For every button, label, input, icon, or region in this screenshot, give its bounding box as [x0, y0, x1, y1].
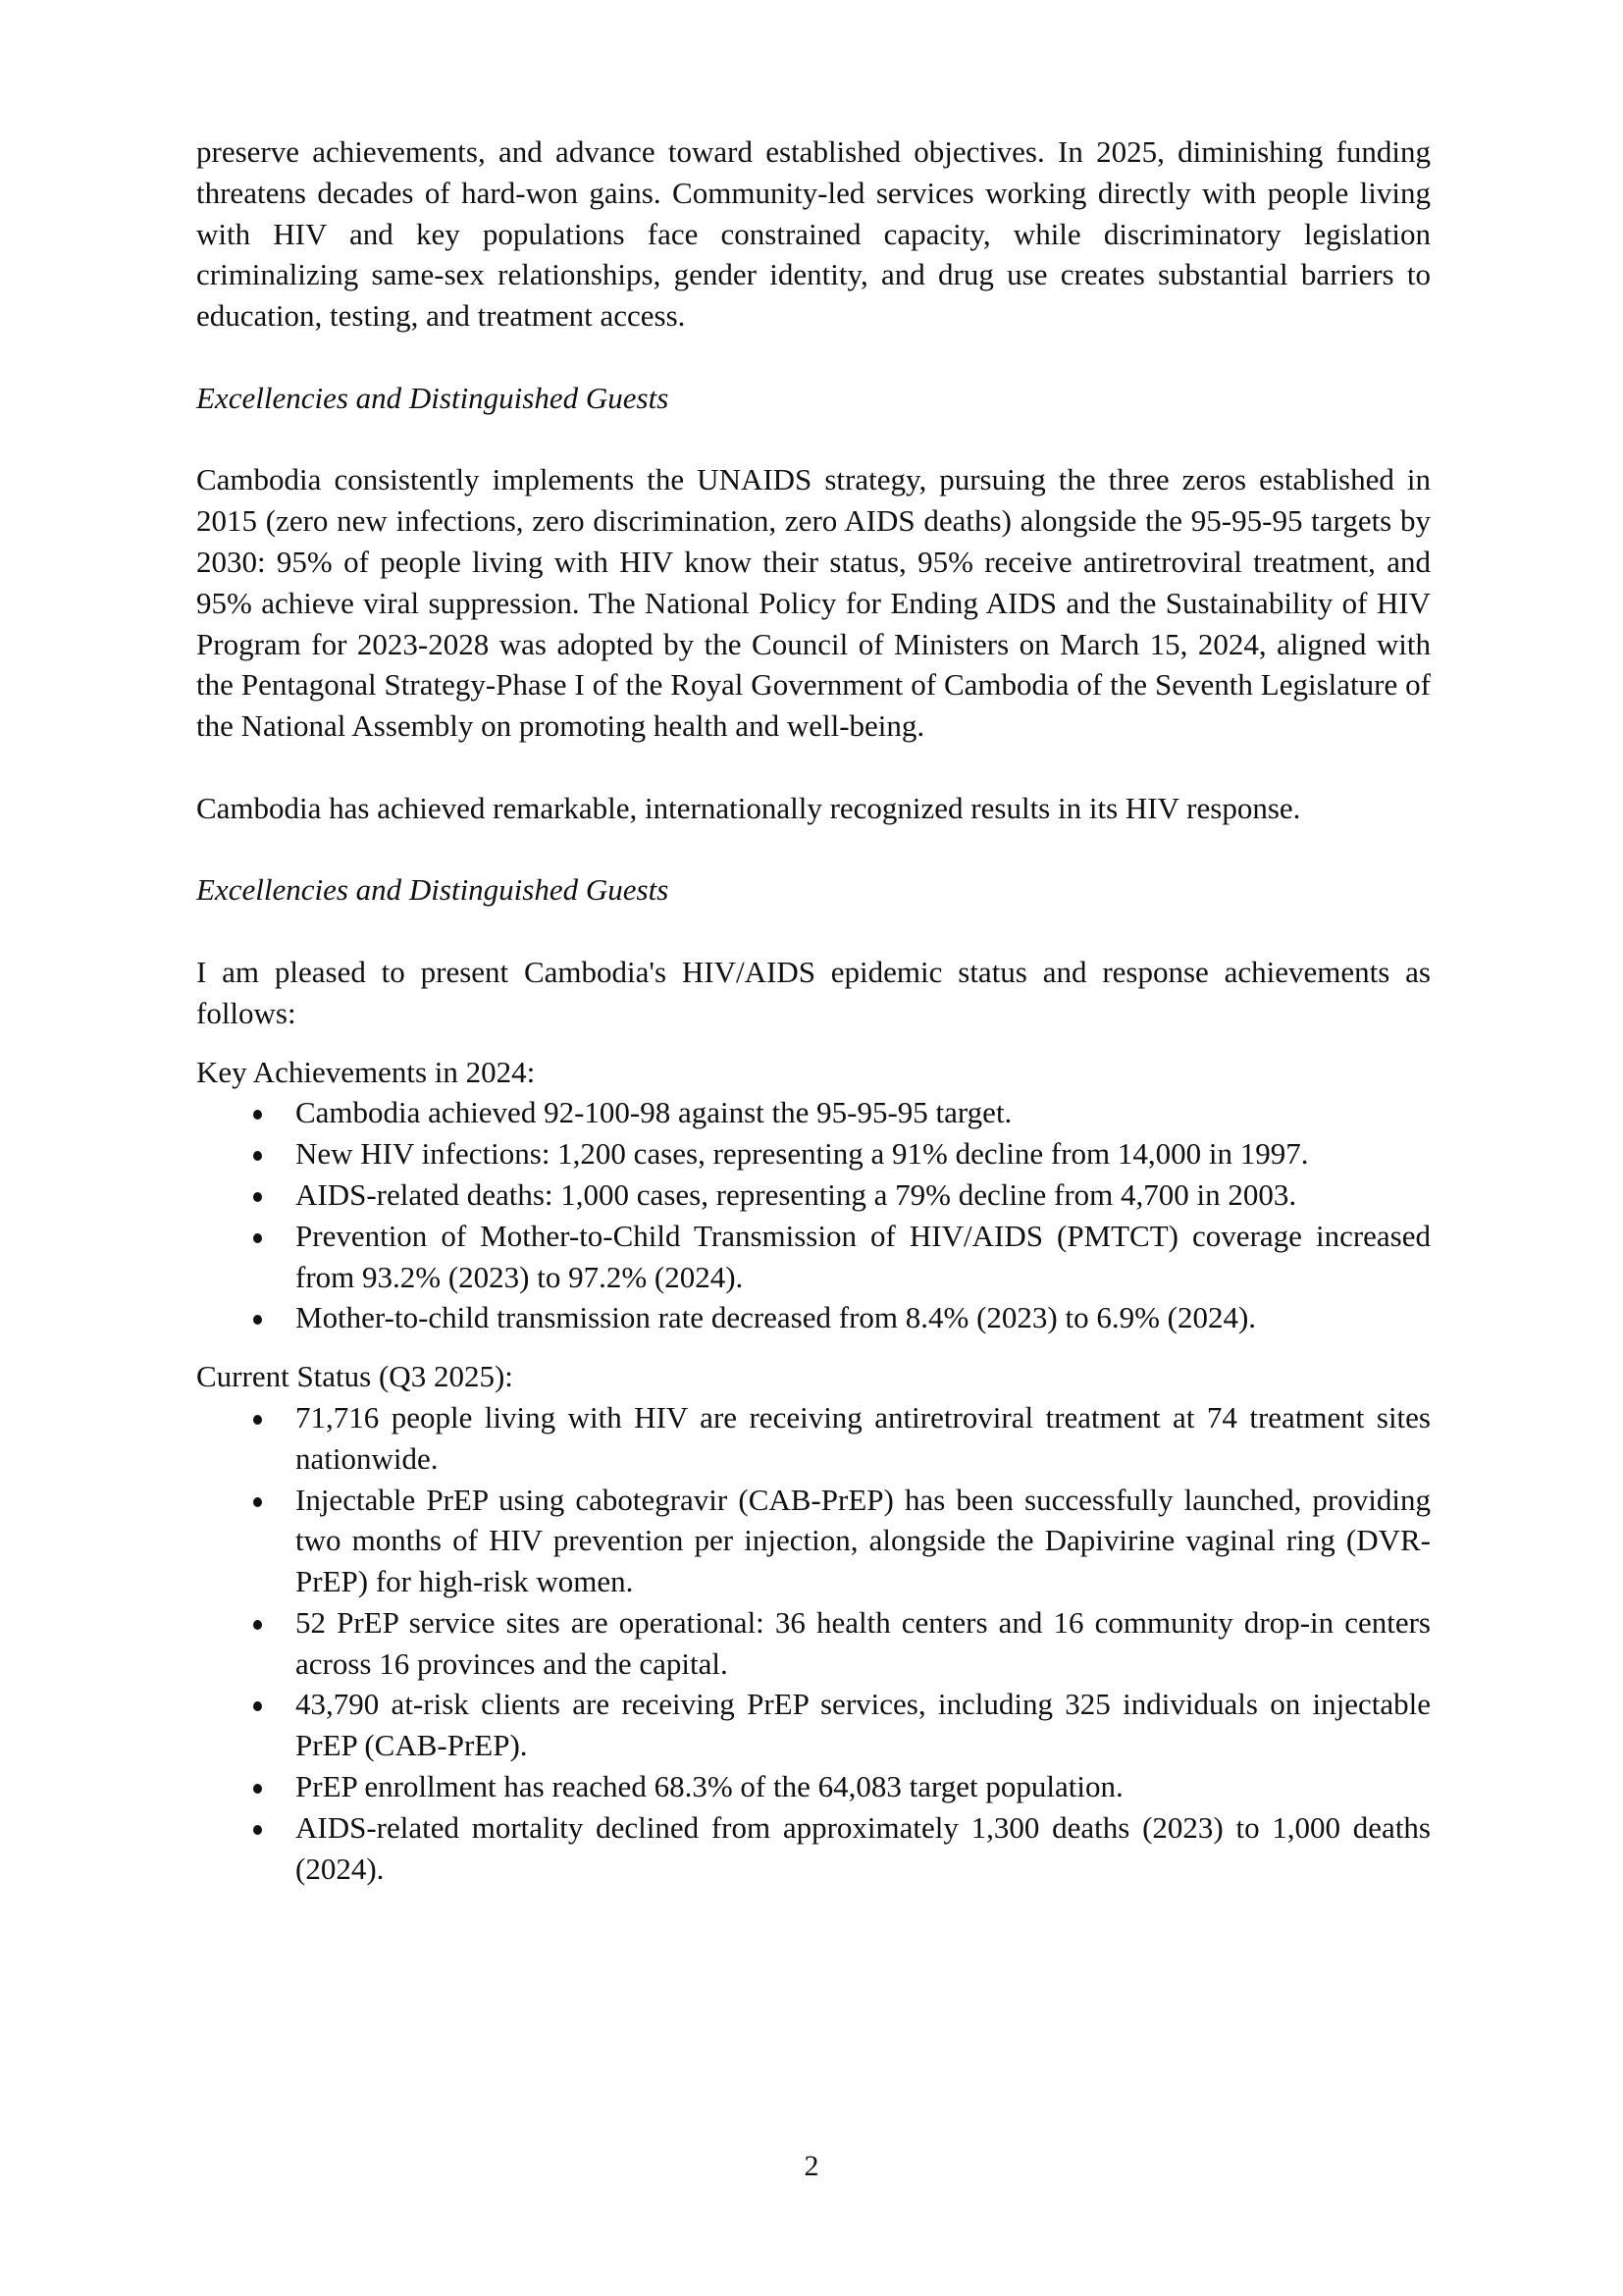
list-item: AIDS-related deaths: 1,000 cases, representing a 79% decline from 4,700 in 2003.: [295, 1176, 1297, 1212]
paragraph-results: Cambodia has achieved remarkable, internationally recognized results in its HIV response.: [196, 790, 1301, 825]
key-achievements-heading: Key Achievements in 2024:: [196, 1054, 536, 1089]
paragraph-funding-threats: preserve achievements, and advance toward established objectives. In 2025, diminishing funding threatens decades of hard-won gains. Community-led services working directly with people living with HIV and key populations face constrained capacity, while discriminatory legislation criminalizing same-sex relationships, gender identity, and drug use creates substantial barriers to education, testing, and treatment access.: [196, 134, 1431, 334]
current-status-heading: Current Status (Q3 2025):: [196, 1359, 513, 1394]
list-item: 43,790 at-risk clients are receiving PrEP services, including 325 individuals on injectable PrEP (CAB-PrEP).: [295, 1687, 1431, 1763]
list-item: New HIV infections: 1,200 cases, representing a 91% decline from 14,000 in 1997.: [295, 1136, 1309, 1172]
list-item: PrEP enrollment has reached 68.3% of the 64,083 target population.: [295, 1769, 1124, 1804]
list-item: AIDS-related mortality declined from approximately 1,300 deaths (2023) to 1,000 deaths (2024).: [295, 1809, 1431, 1886]
list-item: Cambodia achieved 92-100-98 against the 95-95-95 target.: [295, 1095, 1013, 1130]
document-page: [196, 131, 1431, 1889]
list-item: 71,716 people living with HIV are receiving antiretroviral treatment at 74 treatment sites nationwide.: [295, 1399, 1431, 1476]
paragraph-intro-achievements: I am pleased to present Cambodia's HIV/AIDS epidemic status and response achievements as follows:: [196, 954, 1431, 1030]
list-item: 52 PrEP service sites are operational: 36 health centers and 16 community drop-in centers across 16 provinces and the capital.: [295, 1604, 1431, 1681]
salutation: Excellencies and Distinguished Guests: [196, 872, 669, 908]
paragraph-unaids-strategy: Cambodia consistently implements the UNAIDS strategy, pursuing the three zeros established in 2015 (zero new infections, zero discrimination, zero AIDS deaths) alongside the 95-95-95 targets by 2030: 95% of people living with HIV know their status, 95% receive antiretroviral treatment, and 95% achieve viral suppression. The National Policy for Ending AIDS and the Sustainability of HIV Program for 2023-2028 was adopted by the Council of Ministers on March 15, 2024, aligned with the Pentagonal Strategy-Phase I of the Royal Government of Cambodia of the Seventh Legislature of the National Assembly on promoting health and well-being.: [196, 462, 1431, 744]
list-item: Mother-to-child transmission rate decreased from 8.4% (2023) to 6.9% (2024).: [295, 1300, 1257, 1335]
list-item: Injectable PrEP using cabotegravir (CAB-PrEP) has been successfully launched, providing two months of HIV prevention per injection, alongside the Dapivirine vaginal ring (DVR-PrEP) for high-risk women.: [295, 1482, 1431, 1599]
salutation: Excellencies and Distinguished Guests: [196, 380, 669, 415]
current-status-list: [196, 1397, 1431, 1890]
page-number: 2: [804, 2150, 819, 2182]
key-achievements-list: [196, 1092, 1431, 1338]
list-item: Prevention of Mother-to-Child Transmission of HIV/AIDS (PMTCT) coverage increased from 93.2% (2023) to 97.2% (2024).: [295, 1218, 1431, 1294]
